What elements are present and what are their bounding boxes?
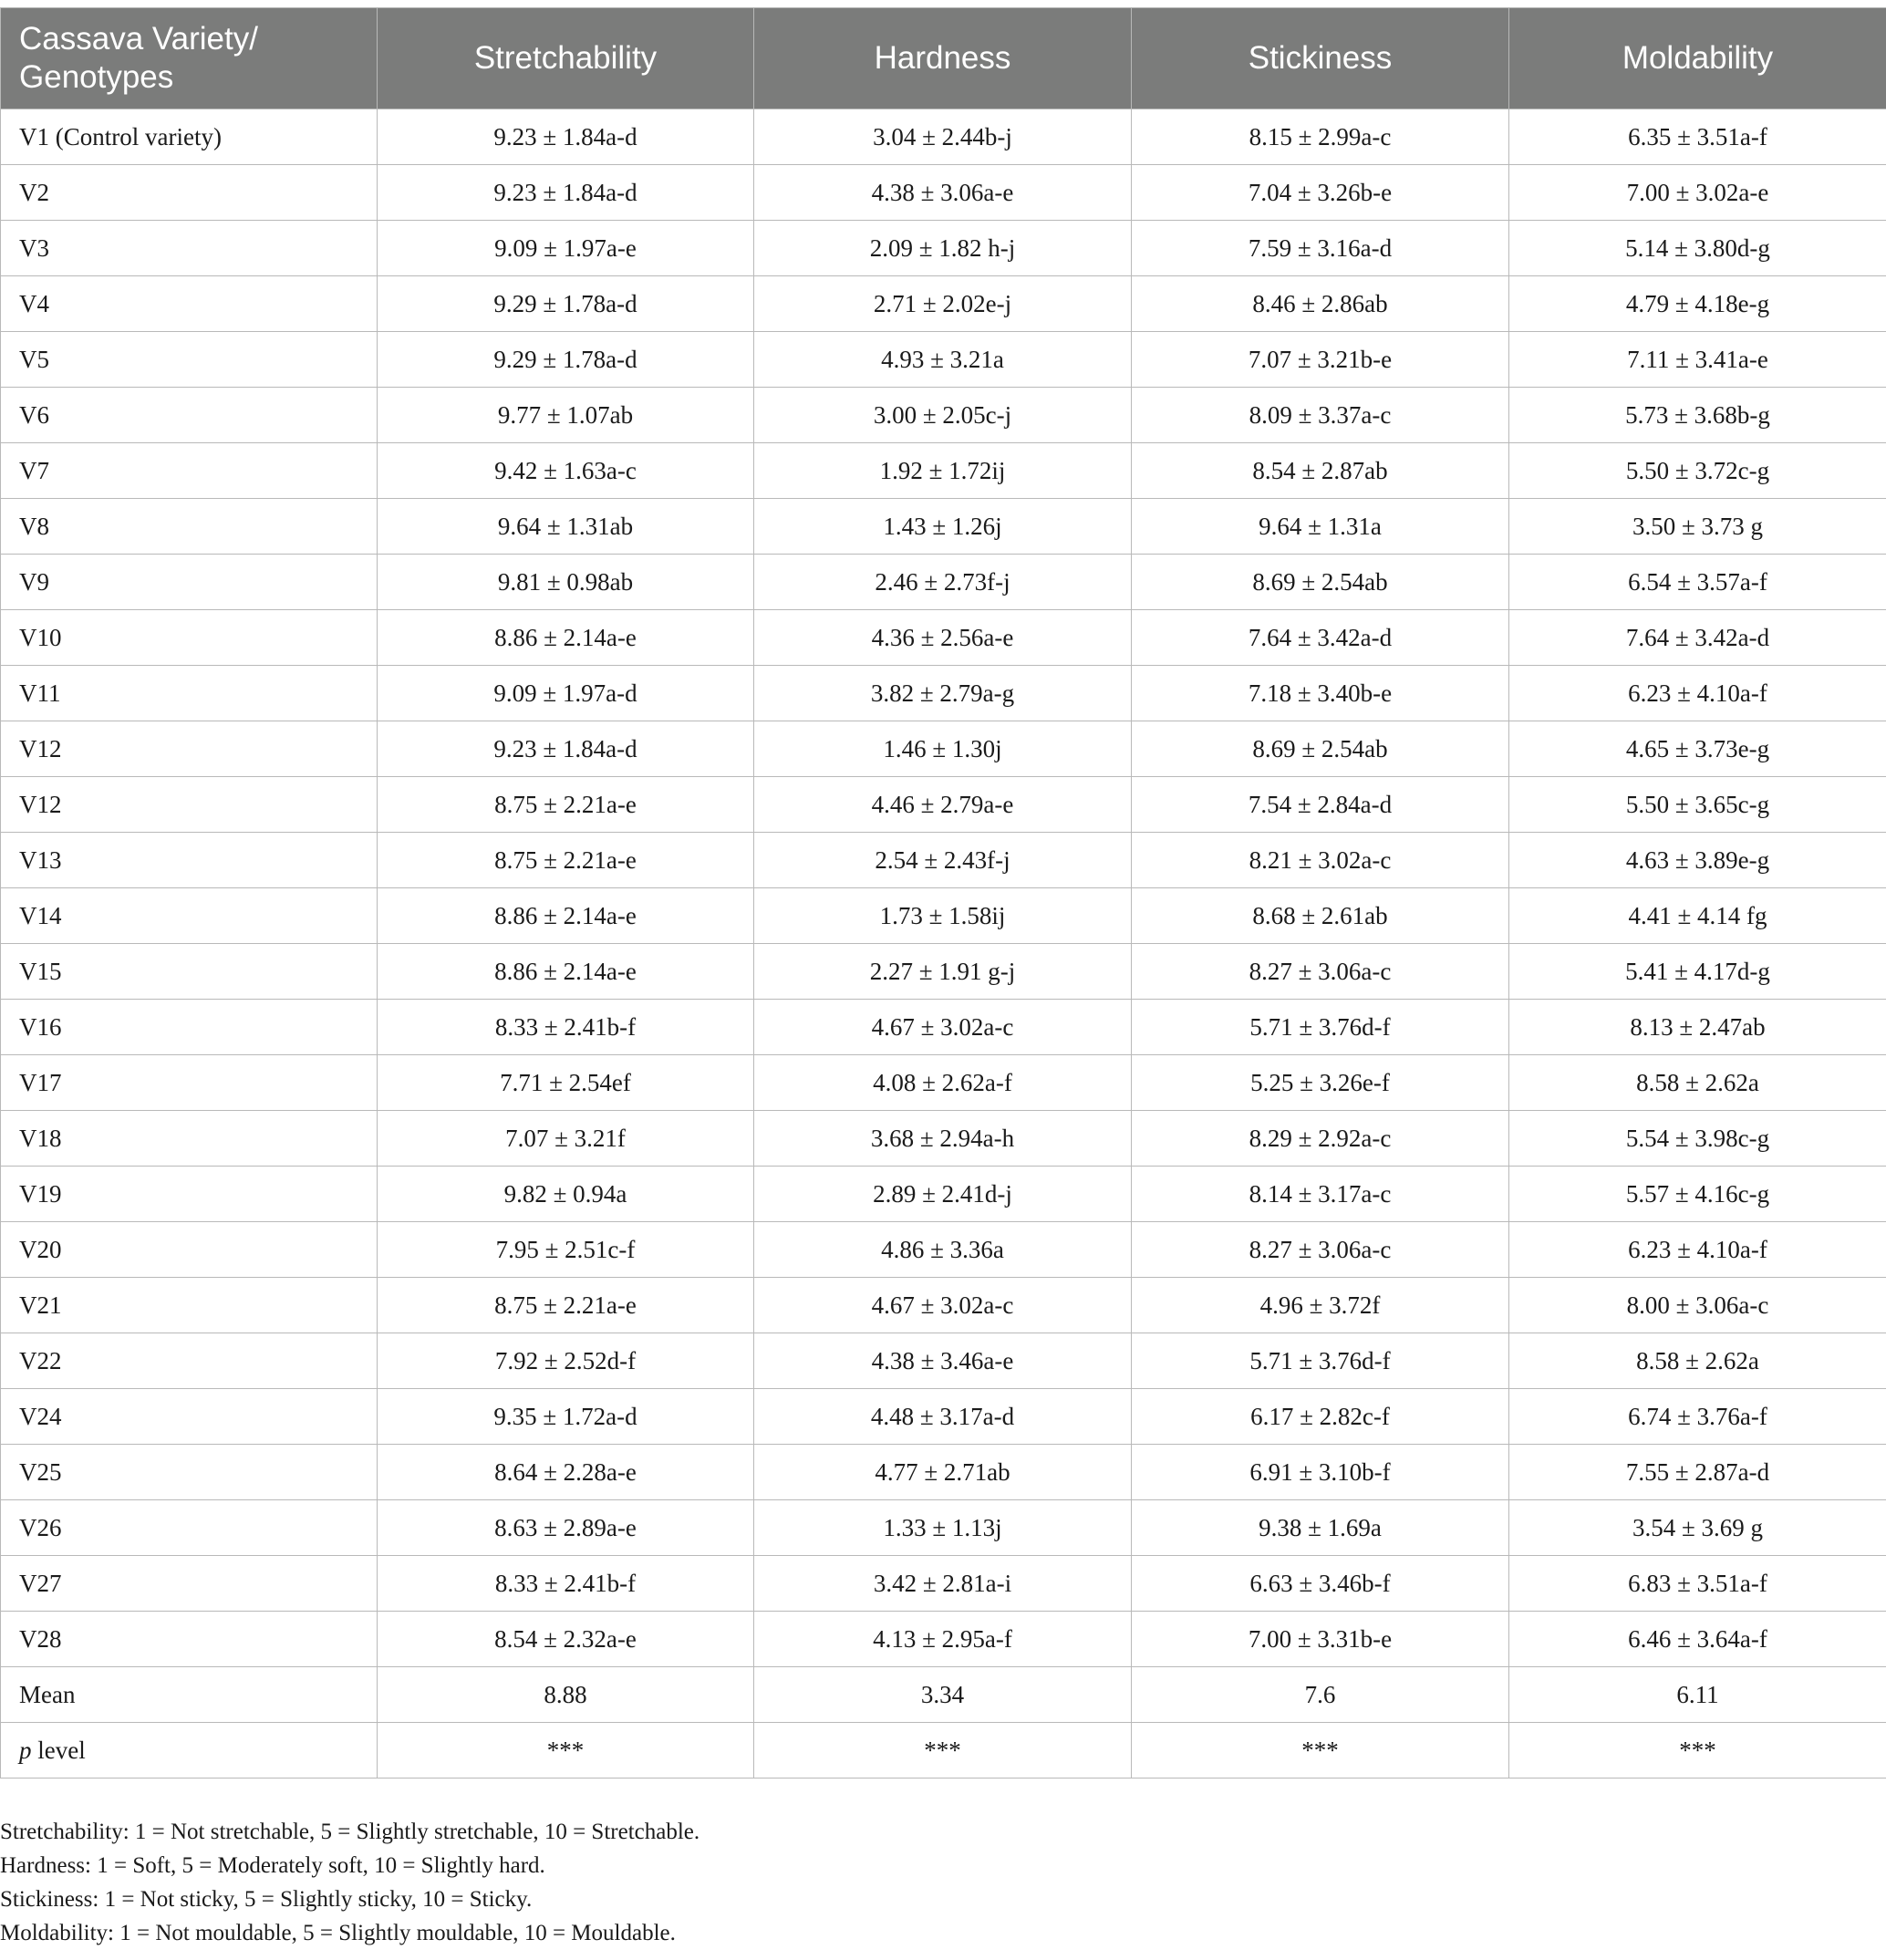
table-cell: 6.35 ± 3.51a-f <box>1509 109 1886 165</box>
cassava-sensory-table <box>0 7 1886 1779</box>
table-cell: 7.95 ± 2.51c-f <box>378 1222 754 1278</box>
table-cell: 4.38 ± 3.46a-e <box>754 1333 1132 1389</box>
table-row <box>1 666 1886 721</box>
table-cell: 2.09 ± 1.82 h-j <box>754 221 1132 276</box>
row-label: V22 <box>1 1333 378 1389</box>
table-cell: 2.89 ± 2.41d-j <box>754 1167 1132 1222</box>
table-cell: 7.07 ± 3.21b-e <box>1132 332 1509 388</box>
row-label: V12 <box>1 721 378 777</box>
table-cell: 7.00 ± 3.02a-e <box>1509 165 1886 221</box>
table-row <box>1 721 1886 777</box>
table-cell: 4.67 ± 3.02a-c <box>754 1278 1132 1333</box>
row-label: V19 <box>1 1167 378 1222</box>
row-label: V28 <box>1 1612 378 1667</box>
table-cell: 6.83 ± 3.51a-f <box>1509 1556 1886 1612</box>
table-row <box>1 1333 1886 1389</box>
row-label: V27 <box>1 1556 378 1612</box>
table-cell: 8.14 ± 3.17a-c <box>1132 1167 1509 1222</box>
row-label: V7 <box>1 443 378 499</box>
table-row <box>1 1612 1886 1667</box>
table-cell: 9.81 ± 0.98ab <box>378 555 754 610</box>
table-cell: 1.46 ± 1.30j <box>754 721 1132 777</box>
table-cell: 8.54 ± 2.32a-e <box>378 1612 754 1667</box>
table-cell: 4.96 ± 3.72f <box>1132 1278 1509 1333</box>
table-cell: 8.27 ± 3.06a-c <box>1132 944 1509 1000</box>
row-label: V17 <box>1 1055 378 1111</box>
table-cell: 4.13 ± 2.95a-f <box>754 1612 1132 1667</box>
header-moldability: Moldability <box>1509 8 1886 109</box>
table-cell: 8.75 ± 2.21a-e <box>378 1278 754 1333</box>
table-cell: 8.27 ± 3.06a-c <box>1132 1222 1509 1278</box>
row-label: V25 <box>1 1445 378 1500</box>
table-cell: 7.64 ± 3.42a-d <box>1509 610 1886 666</box>
table-cell: 9.64 ± 1.31ab <box>378 499 754 555</box>
table-cell: 6.74 ± 3.76a-f <box>1509 1389 1886 1445</box>
row-label: V8 <box>1 499 378 555</box>
table-row <box>1 1389 1886 1445</box>
table-cell: 6.17 ± 2.82c-f <box>1132 1389 1509 1445</box>
table-cell: 8.63 ± 2.89a-e <box>378 1500 754 1556</box>
table-row <box>1 1445 1886 1500</box>
table-cell: 8.75 ± 2.21a-e <box>378 833 754 888</box>
table-row <box>1 221 1886 276</box>
significance-cell: *** <box>1132 1723 1509 1779</box>
table-cell: 9.09 ± 1.97a-d <box>378 666 754 721</box>
row-label: V11 <box>1 666 378 721</box>
row-label: V2 <box>1 165 378 221</box>
table-row <box>1 1667 1886 1723</box>
table-cell: 8.69 ± 2.54ab <box>1132 555 1509 610</box>
table-cell: 6.23 ± 4.10a-f <box>1509 1222 1886 1278</box>
row-label: V3 <box>1 221 378 276</box>
table-cell: 8.86 ± 2.14a-e <box>378 610 754 666</box>
table-row <box>1 109 1886 165</box>
table-row <box>1 1000 1886 1055</box>
table-cell: 4.93 ± 3.21a <box>754 332 1132 388</box>
table-row <box>1 1111 1886 1167</box>
table-cell: 4.36 ± 2.56a-e <box>754 610 1132 666</box>
table-cell: 7.11 ± 3.41a-e <box>1509 332 1886 388</box>
significance-cell: *** <box>754 1723 1132 1779</box>
table-cell: 8.33 ± 2.41b-f <box>378 1000 754 1055</box>
table-row <box>1 1222 1886 1278</box>
table-cell: 7.6 <box>1132 1667 1509 1723</box>
table-cell: 8.09 ± 3.37a-c <box>1132 388 1509 443</box>
table-cell: 3.34 <box>754 1667 1132 1723</box>
table-cell: 8.46 ± 2.86ab <box>1132 276 1509 332</box>
header-stretchability: Stretchability <box>378 8 754 109</box>
header-row <box>1 8 1886 109</box>
table-cell: 6.91 ± 3.10b-f <box>1132 1445 1509 1500</box>
table-cell: 3.42 ± 2.81a-i <box>754 1556 1132 1612</box>
table-cell: 5.57 ± 4.16c-g <box>1509 1167 1886 1222</box>
table-cell: 7.55 ± 2.87a-d <box>1509 1445 1886 1500</box>
table-cell: 2.46 ± 2.73f-j <box>754 555 1132 610</box>
header-variety: Cassava Variety/ Genotypes <box>1 8 378 109</box>
table-cell: 8.33 ± 2.41b-f <box>378 1556 754 1612</box>
table-cell: 9.42 ± 1.63a-c <box>378 443 754 499</box>
table-cell: 9.23 ± 1.84a-d <box>378 109 754 165</box>
p-symbol: p <box>19 1736 32 1764</box>
table-cell: 4.08 ± 2.62a-f <box>754 1055 1132 1111</box>
table-cell: 3.54 ± 3.69 g <box>1509 1500 1886 1556</box>
table-footnotes <box>0 1815 1886 1950</box>
table-cell: 9.77 ± 1.07ab <box>378 388 754 443</box>
table-cell: 5.25 ± 3.26e-f <box>1132 1055 1509 1111</box>
table-cell: 8.86 ± 2.14a-e <box>378 888 754 944</box>
table-row <box>1 555 1886 610</box>
table-cell: 8.00 ± 3.06a-c <box>1509 1278 1886 1333</box>
table-cell: 5.73 ± 3.68b-g <box>1509 388 1886 443</box>
table-cell: 5.50 ± 3.65c-g <box>1509 777 1886 833</box>
table-cell: 2.71 ± 2.02e-j <box>754 276 1132 332</box>
table-row <box>1 777 1886 833</box>
table-cell: 7.92 ± 2.52d-f <box>378 1333 754 1389</box>
table-cell: 7.71 ± 2.54ef <box>378 1055 754 1111</box>
table-body <box>1 109 1886 1779</box>
table-cell: 3.68 ± 2.94a-h <box>754 1111 1132 1167</box>
table-cell: 8.13 ± 2.47ab <box>1509 1000 1886 1055</box>
header-stickiness: Stickiness <box>1132 8 1509 109</box>
table-cell: 9.38 ± 1.69a <box>1132 1500 1509 1556</box>
row-label: Mean <box>1 1667 378 1723</box>
table-cell: 7.64 ± 3.42a-d <box>1132 610 1509 666</box>
table-cell: 1.33 ± 1.13j <box>754 1500 1132 1556</box>
footnote: Stickiness: 1 = Not sticky, 5 = Slightly sticky, 10 = Sticky. <box>0 1887 533 1912</box>
table-cell: 5.14 ± 3.80d-g <box>1509 221 1886 276</box>
table-cell: 8.15 ± 2.99a-c <box>1132 109 1509 165</box>
table-cell: 4.77 ± 2.71ab <box>754 1445 1132 1500</box>
table-row <box>1 610 1886 666</box>
row-label: V13 <box>1 833 378 888</box>
table-row <box>1 1500 1886 1556</box>
table-cell: 9.23 ± 1.84a-d <box>378 721 754 777</box>
p-level-row <box>1 1723 1886 1779</box>
table-cell: 8.75 ± 2.21a-e <box>378 777 754 833</box>
table-cell: 7.04 ± 3.26b-e <box>1132 165 1509 221</box>
table-cell: 7.07 ± 3.21f <box>378 1111 754 1167</box>
table-cell: 4.38 ± 3.06a-e <box>754 165 1132 221</box>
p-level-text: level <box>31 1736 86 1764</box>
table-cell: 9.29 ± 1.78a-d <box>378 332 754 388</box>
p-level-label <box>1 1723 378 1779</box>
row-label: V10 <box>1 610 378 666</box>
table-cell: 3.50 ± 3.73 g <box>1509 499 1886 555</box>
row-label: V1 (Control variety) <box>1 109 378 165</box>
table-row <box>1 888 1886 944</box>
header-hardness: Hardness <box>754 8 1132 109</box>
row-label: V14 <box>1 888 378 944</box>
row-label: V24 <box>1 1389 378 1445</box>
table-cell: 3.82 ± 2.79a-g <box>754 666 1132 721</box>
table-row <box>1 1167 1886 1222</box>
table-cell: 9.23 ± 1.84a-d <box>378 165 754 221</box>
table-cell: 3.04 ± 2.44b-j <box>754 109 1132 165</box>
row-label: V26 <box>1 1500 378 1556</box>
table-header <box>1 8 1886 109</box>
row-label: V16 <box>1 1000 378 1055</box>
table-cell: 8.54 ± 2.87ab <box>1132 443 1509 499</box>
table-cell: 7.18 ± 3.40b-e <box>1132 666 1509 721</box>
table-cell: 4.67 ± 3.02a-c <box>754 1000 1132 1055</box>
table-cell: 6.23 ± 4.10a-f <box>1509 666 1886 721</box>
row-label: V15 <box>1 944 378 1000</box>
table-cell: 7.54 ± 2.84a-d <box>1132 777 1509 833</box>
table-cell: 6.11 <box>1509 1667 1886 1723</box>
table-cell: 9.09 ± 1.97a-e <box>378 221 754 276</box>
row-label: V6 <box>1 388 378 443</box>
table-cell: 4.86 ± 3.36a <box>754 1222 1132 1278</box>
table-cell: 5.71 ± 3.76d-f <box>1132 1333 1509 1389</box>
table-cell: 7.59 ± 3.16a-d <box>1132 221 1509 276</box>
table-row <box>1 1278 1886 1333</box>
significance-cell: *** <box>1509 1723 1886 1779</box>
table-cell: 1.73 ± 1.58ij <box>754 888 1132 944</box>
table-cell: 9.64 ± 1.31a <box>1132 499 1509 555</box>
table-cell: 8.86 ± 2.14a-e <box>378 944 754 1000</box>
table-cell: 5.41 ± 4.17d-g <box>1509 944 1886 1000</box>
row-label: V18 <box>1 1111 378 1167</box>
table-cell: 8.68 ± 2.61ab <box>1132 888 1509 944</box>
table-cell: 4.48 ± 3.17a-d <box>754 1389 1132 1445</box>
table-cell: 8.29 ± 2.92a-c <box>1132 1111 1509 1167</box>
table-cell: 4.63 ± 3.89e-g <box>1509 833 1886 888</box>
table-cell: 5.54 ± 3.98c-g <box>1509 1111 1886 1167</box>
table-cell: 8.58 ± 2.62a <box>1509 1333 1886 1389</box>
row-label: V9 <box>1 555 378 610</box>
significance-cell: *** <box>378 1723 754 1779</box>
table-row <box>1 276 1886 332</box>
table-cell: 4.65 ± 3.73e-g <box>1509 721 1886 777</box>
row-label: V12 <box>1 777 378 833</box>
table-row <box>1 944 1886 1000</box>
table-cell: 2.54 ± 2.43f-j <box>754 833 1132 888</box>
table-cell: 1.92 ± 1.72ij <box>754 443 1132 499</box>
table-cell: 6.54 ± 3.57a-f <box>1509 555 1886 610</box>
table-cell: 8.58 ± 2.62a <box>1509 1055 1886 1111</box>
table-row <box>1 1556 1886 1612</box>
table-cell: 4.41 ± 4.14 fg <box>1509 888 1886 944</box>
table-cell: 4.46 ± 2.79a-e <box>754 777 1132 833</box>
table-row <box>1 443 1886 499</box>
table-cell: 6.63 ± 3.46b-f <box>1132 1556 1509 1612</box>
table-cell: 4.79 ± 4.18e-g <box>1509 276 1886 332</box>
table-cell: 9.82 ± 0.94a <box>378 1167 754 1222</box>
table-cell: 7.00 ± 3.31b-e <box>1132 1612 1509 1667</box>
footnote: Moldability: 1 = Not mouldable, 5 = Slightly mouldable, 10 = Mouldable. <box>0 1921 676 1945</box>
table-cell: 5.71 ± 3.76d-f <box>1132 1000 1509 1055</box>
row-label: V21 <box>1 1278 378 1333</box>
table-cell: 2.27 ± 1.91 g-j <box>754 944 1132 1000</box>
table-cell: 8.69 ± 2.54ab <box>1132 721 1509 777</box>
table-cell: 8.21 ± 3.02a-c <box>1132 833 1509 888</box>
table-row <box>1 499 1886 555</box>
table-row <box>1 332 1886 388</box>
table-row <box>1 388 1886 443</box>
data-table-container <box>0 7 1886 1779</box>
table-row <box>1 1055 1886 1111</box>
table-cell: 8.64 ± 2.28a-e <box>378 1445 754 1500</box>
table-cell: 8.88 <box>378 1667 754 1723</box>
footnote: Hardness: 1 = Soft, 5 = Moderately soft, 10 = Slightly hard. <box>0 1853 545 1878</box>
table-row <box>1 165 1886 221</box>
row-label: V4 <box>1 276 378 332</box>
row-label: V5 <box>1 332 378 388</box>
row-label: V20 <box>1 1222 378 1278</box>
table-cell: 3.00 ± 2.05c-j <box>754 388 1132 443</box>
table-cell: 6.46 ± 3.64a-f <box>1509 1612 1886 1667</box>
table-row <box>1 833 1886 888</box>
table-cell: 9.29 ± 1.78a-d <box>378 276 754 332</box>
table-cell: 5.50 ± 3.72c-g <box>1509 443 1886 499</box>
table-cell: 1.43 ± 1.26j <box>754 499 1132 555</box>
table-cell: 9.35 ± 1.72a-d <box>378 1389 754 1445</box>
footnote: Stretchability: 1 = Not stretchable, 5 = Slightly stretchable, 10 = Stretchable. <box>0 1820 700 1844</box>
